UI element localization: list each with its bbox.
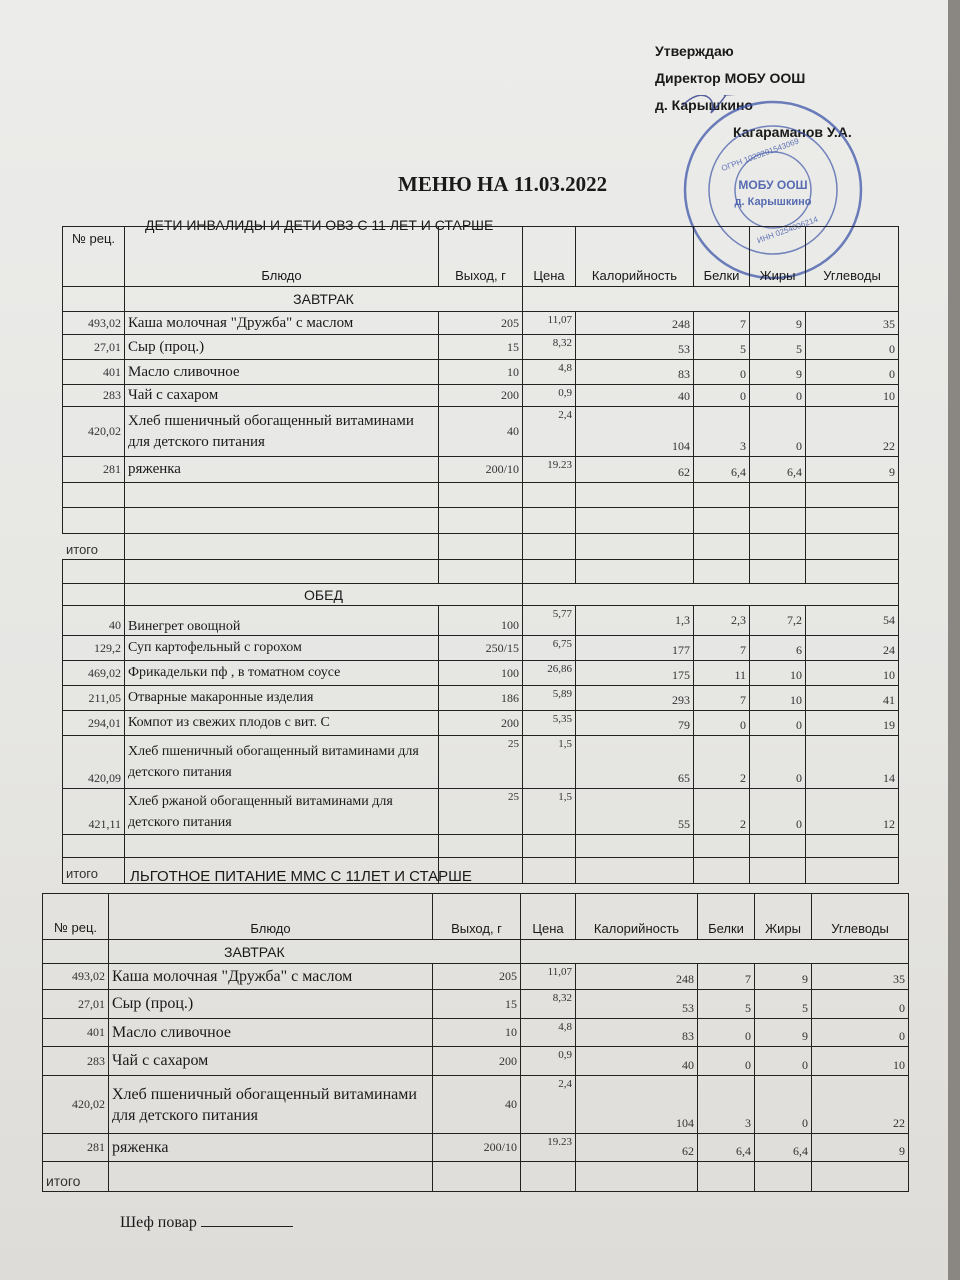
breakfast-label: ЗАВТРАК xyxy=(109,940,521,964)
table-row: 129,2 Суп картофельный с горохом 250/15 6,75 177 7 6 24 xyxy=(63,636,899,661)
header-carb: Углеводы xyxy=(812,894,909,940)
section1-subtitle: ДЕТИ ИНВАЛИДЫ И ДЕТИ ОВЗ С 11 ЛЕТ И СТАРШЕ xyxy=(145,217,494,233)
approve-line-3: д. Карышкино xyxy=(655,97,753,113)
table-row: 283 Чай с сахаром 200 0,9 40 0 0 10 xyxy=(63,385,899,407)
table-row: 40 Винегрет овощной 100 5,77 1,3 2,3 7,2 54 xyxy=(63,606,899,636)
header-price: Цена xyxy=(523,227,576,287)
table-row: 493,02 Каша молочная "Дружба" с маслом 205 11,07 248 7 9 35 xyxy=(43,964,909,990)
empty-row xyxy=(63,835,899,858)
menu-table-2 xyxy=(42,893,909,1192)
menu-table-1 xyxy=(62,226,899,884)
total-label: итого xyxy=(63,858,125,884)
stamp-inn: ИНН 0254006214 xyxy=(755,214,820,246)
total-label: итого xyxy=(63,534,125,560)
stamp-center-2: д. Карышкино xyxy=(734,196,812,208)
stamp-ogrn: ОГРН 1020201543069 xyxy=(720,136,801,173)
header-fat: Жиры xyxy=(755,894,812,940)
chef-label: Шеф повар xyxy=(120,1214,197,1231)
section2-subtitle: ЛЬГОТНОЕ ПИТАНИЕ ММС С 11ЛЕТ И СТАРШЕ xyxy=(130,868,472,885)
header-num: № рец. xyxy=(43,894,109,940)
signature-blank xyxy=(201,1226,293,1227)
approve-line-1: Утверждаю xyxy=(655,43,734,59)
header-cal: Калорийность xyxy=(576,227,694,287)
empty-row xyxy=(63,483,899,508)
table-row: 420,02 Хлеб пшеничный обогащенный витаминами для детского питания 40 2,4 104 3 0 22 xyxy=(63,407,899,457)
table-row: 27,01 Сыр (проц.) 15 8,32 53 5 5 0 xyxy=(43,990,909,1019)
breakfast-label: ЗАВТРАК xyxy=(125,287,523,312)
table-row: 421,11 Хлеб ржаной обогащенный витаминами для детского питания 25 1,5 55 2 0 12 xyxy=(63,789,899,835)
section-row xyxy=(63,287,899,312)
signature xyxy=(683,95,753,113)
header-cal: Калорийность xyxy=(576,894,698,940)
lunch-rows xyxy=(63,606,899,835)
approve-signer: Кагараманов У.А. xyxy=(733,124,852,140)
header-fat: Жиры xyxy=(750,227,806,287)
empty-row xyxy=(63,508,899,534)
header-carb: Углеводы xyxy=(806,227,899,287)
chef-signature-line xyxy=(120,1214,293,1232)
header-prot: Белки xyxy=(698,894,755,940)
page-title: МЕНЮ НА 11.03.2022 xyxy=(398,172,608,196)
table-row: 281 ряженка 200/10 19.23 62 6,4 6,4 9 xyxy=(63,457,899,483)
total-label: итого xyxy=(43,1162,109,1192)
table-row: 401 Масло сливочное 10 4,8 83 0 9 0 xyxy=(43,1019,909,1047)
table-row: 469,02 Фрикадельки пф , в томатном соусе 100 26,86 175 11 10 10 xyxy=(63,661,899,686)
approve-line-2: Директор МОБУ ООШ xyxy=(655,70,806,86)
table-row: 420,09 Хлеб пшеничный обогащенный витаминами для детского питания 25 1,5 65 2 0 14 xyxy=(63,736,899,789)
breakfast-rows-2 xyxy=(43,964,909,1162)
table-row: 281 ряженка 200/10 19.23 62 6,4 6,4 9 xyxy=(43,1134,909,1162)
table-row: 211,05 Отварные макаронные изделия 186 5,89 293 7 10 41 xyxy=(63,686,899,711)
section-row xyxy=(43,940,909,964)
header-price: Цена xyxy=(521,894,576,940)
total-row xyxy=(63,534,899,560)
section-row xyxy=(63,584,899,606)
table-row: 493,02 Каша молочная "Дружба" с маслом 205 11,07 248 7 9 35 xyxy=(63,312,899,335)
header-out: Выход, г xyxy=(439,227,523,287)
table-row: 27,01 Сыр (проц.) 15 8,32 53 5 5 0 xyxy=(63,335,899,360)
table-row: 401 Масло сливочное 10 4,8 83 0 9 0 xyxy=(63,360,899,385)
table-header-row xyxy=(43,894,909,940)
table-row: 283 Чай с сахаром 200 0,9 40 0 0 10 xyxy=(43,1047,909,1076)
header-dish: Блюдо xyxy=(109,894,433,940)
stamp-center-1: МОБУ ООШ xyxy=(738,178,808,192)
table-row: 294,01 Компот из свежих плодов с вит. С 200 5,35 79 0 0 19 xyxy=(63,711,899,736)
lunch-label: ОБЕД xyxy=(125,584,523,606)
table-header-row xyxy=(63,227,899,287)
breakfast-rows-1 xyxy=(63,312,899,483)
header-num: № рец. xyxy=(63,227,125,287)
header-dish: Блюдо xyxy=(125,227,439,287)
empty-row xyxy=(63,560,899,584)
header-out: Выход, г xyxy=(433,894,521,940)
header-prot: Белки xyxy=(694,227,750,287)
total-row xyxy=(43,1162,909,1192)
table-row: 420,02 Хлеб пшеничный обогащенный витаминами для детского питания 40 2,4 104 3 0 22 xyxy=(43,1076,909,1134)
